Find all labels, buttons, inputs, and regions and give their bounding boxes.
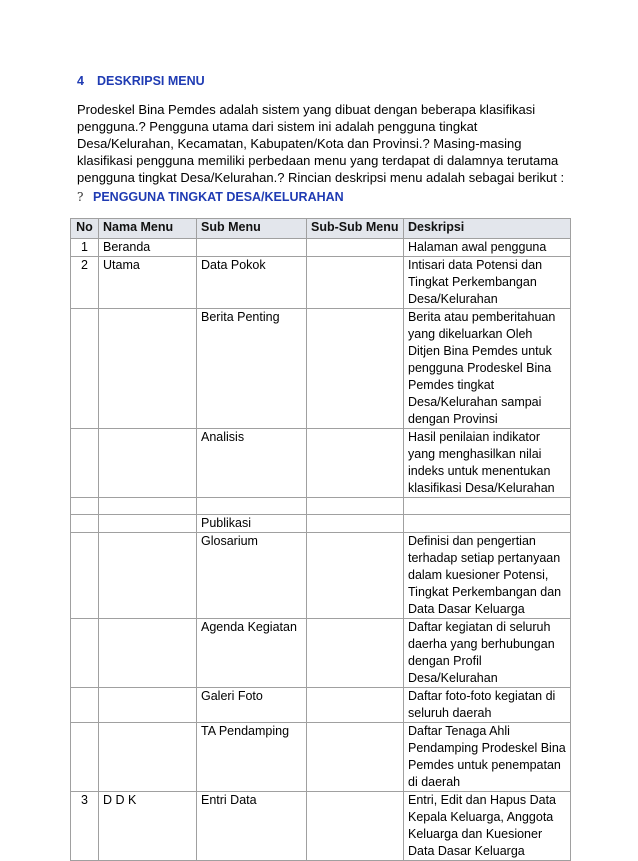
cell-sub-menu: Berita Penting [197,309,307,429]
table-row [71,239,571,257]
cell-deskripsi: Daftar foto-foto kegiatan di seluruh daerah [404,688,571,723]
cell-no [71,688,99,723]
cell-nama-menu [99,309,197,429]
table-row [71,309,571,429]
cell-no [71,309,99,429]
cell-sub-menu: Agenda Kegiatan [197,619,307,688]
cell-deskripsi: Halaman awal pengguna [404,239,571,257]
header-sub-menu: Sub Menu [197,219,307,239]
cell-sub-sub-menu [307,619,404,688]
cell-nama-menu: Beranda [99,239,197,257]
cell-sub-sub-menu [307,239,404,257]
section-number: 4 [77,74,84,88]
cell-deskripsi: Entri, Edit dan Hapus Data Kepala Keluarga, Anggota Keluarga dan Kuesioner Data Dasar Keluarga [404,792,571,861]
header-deskripsi: Deskripsi [404,219,571,239]
table-body [71,239,571,861]
cell-sub-sub-menu [307,309,404,429]
cell-no: 2 [71,257,99,309]
cell-sub-menu: Galeri Foto [197,688,307,723]
table-row [71,498,571,515]
cell-no [71,533,99,619]
table-row [71,533,571,619]
cell-nama-menu [99,515,197,533]
cell-deskripsi [404,515,571,533]
cell-sub-sub-menu [307,723,404,792]
menu-description-table [70,218,571,861]
cell-deskripsi: Intisari data Potensi dan Tingkat Perkembangan Desa/Kelurahan [404,257,571,309]
cell-no [71,515,99,533]
table-row [71,723,571,792]
cell-nama-menu [99,688,197,723]
cell-sub-menu: Data Pokok [197,257,307,309]
cell-sub-sub-menu [307,792,404,861]
table-row [71,792,571,861]
cell-no [71,498,99,515]
header-no: No [71,219,99,239]
cell-nama-menu [99,498,197,515]
cell-nama-menu: D D K [99,792,197,861]
cell-sub-menu: Publikasi [197,515,307,533]
cell-nama-menu: Utama [99,257,197,309]
cell-sub-sub-menu [307,515,404,533]
cell-no [71,619,99,688]
cell-sub-sub-menu [307,533,404,619]
table-header-row [71,219,571,239]
cell-sub-menu: Glosarium [197,533,307,619]
section-heading [77,74,205,88]
cell-no [71,429,99,498]
cell-nama-menu [99,619,197,688]
cell-sub-menu [197,498,307,515]
header-nama-menu: Nama Menu [99,219,197,239]
cell-no [71,723,99,792]
cell-sub-menu: TA Pendamping [197,723,307,792]
cell-deskripsi: Definisi dan pengertian terhadap setiap pertanyaan dalam kuesioner Potensi, Tingkat Perkembangan dan Data Dasar Keluarga [404,533,571,619]
cell-nama-menu [99,533,197,619]
subsection-heading [77,190,344,204]
table-row [71,688,571,723]
cell-sub-sub-menu [307,429,404,498]
cell-no: 3 [71,792,99,861]
cell-deskripsi [404,498,571,515]
cell-deskripsi: Daftar Tenaga Ahli Pendamping Prodeskel Bina Pemdes untuk penempatan di daerah [404,723,571,792]
table-row [71,257,571,309]
cell-sub-menu: Analisis [197,429,307,498]
bullet-icon: ? [77,190,84,204]
cell-sub-menu [197,239,307,257]
table-row [71,429,571,498]
table-row [71,515,571,533]
cell-no: 1 [71,239,99,257]
header-sub-sub-menu: Sub-Sub Menu [307,219,404,239]
cell-nama-menu [99,723,197,792]
subsection-title: PENGGUNA TINGKAT DESA/KELURAHAN [93,190,344,204]
cell-sub-menu: Entri Data [197,792,307,861]
cell-deskripsi: Daftar kegiatan di seluruh daerha yang berhubungan dengan Profil Desa/Kelurahan [404,619,571,688]
cell-sub-sub-menu [307,257,404,309]
cell-deskripsi: Berita atau pemberitahuan yang dikeluarkan Oleh Ditjen Bina Pemdes untuk pengguna Prodeskel Bina Pemdes tingkat Desa/Kelurahan sampai dengan Provinsi [404,309,571,429]
table-row [71,619,571,688]
cell-sub-sub-menu [307,498,404,515]
cell-deskripsi: Hasil penilaian indikator yang menghasilkan nilai indeks untuk menentukan klasifikasi Desa/Kelurahan [404,429,571,498]
cell-nama-menu [99,429,197,498]
intro-paragraph: Prodeskel Bina Pemdes adalah sistem yang dibuat dengan beberapa klasifikasi pengguna.? Pengguna utama dari sistem ini adalah pengguna tingkat Desa/Kelurahan, Kecamatan, Kabupaten/Kota dan Provinsi.? Masing-masing klasifikasi pengguna memiliki perbedaan menu yang terdapat di dalamnya terutama pengguna tingkat Desa/Kelurahan.? Rincian deskripsi menu adalah sebagai berikut : [77,102,565,185]
cell-sub-sub-menu [307,688,404,723]
section-title: DESKRIPSI MENU [97,74,205,88]
